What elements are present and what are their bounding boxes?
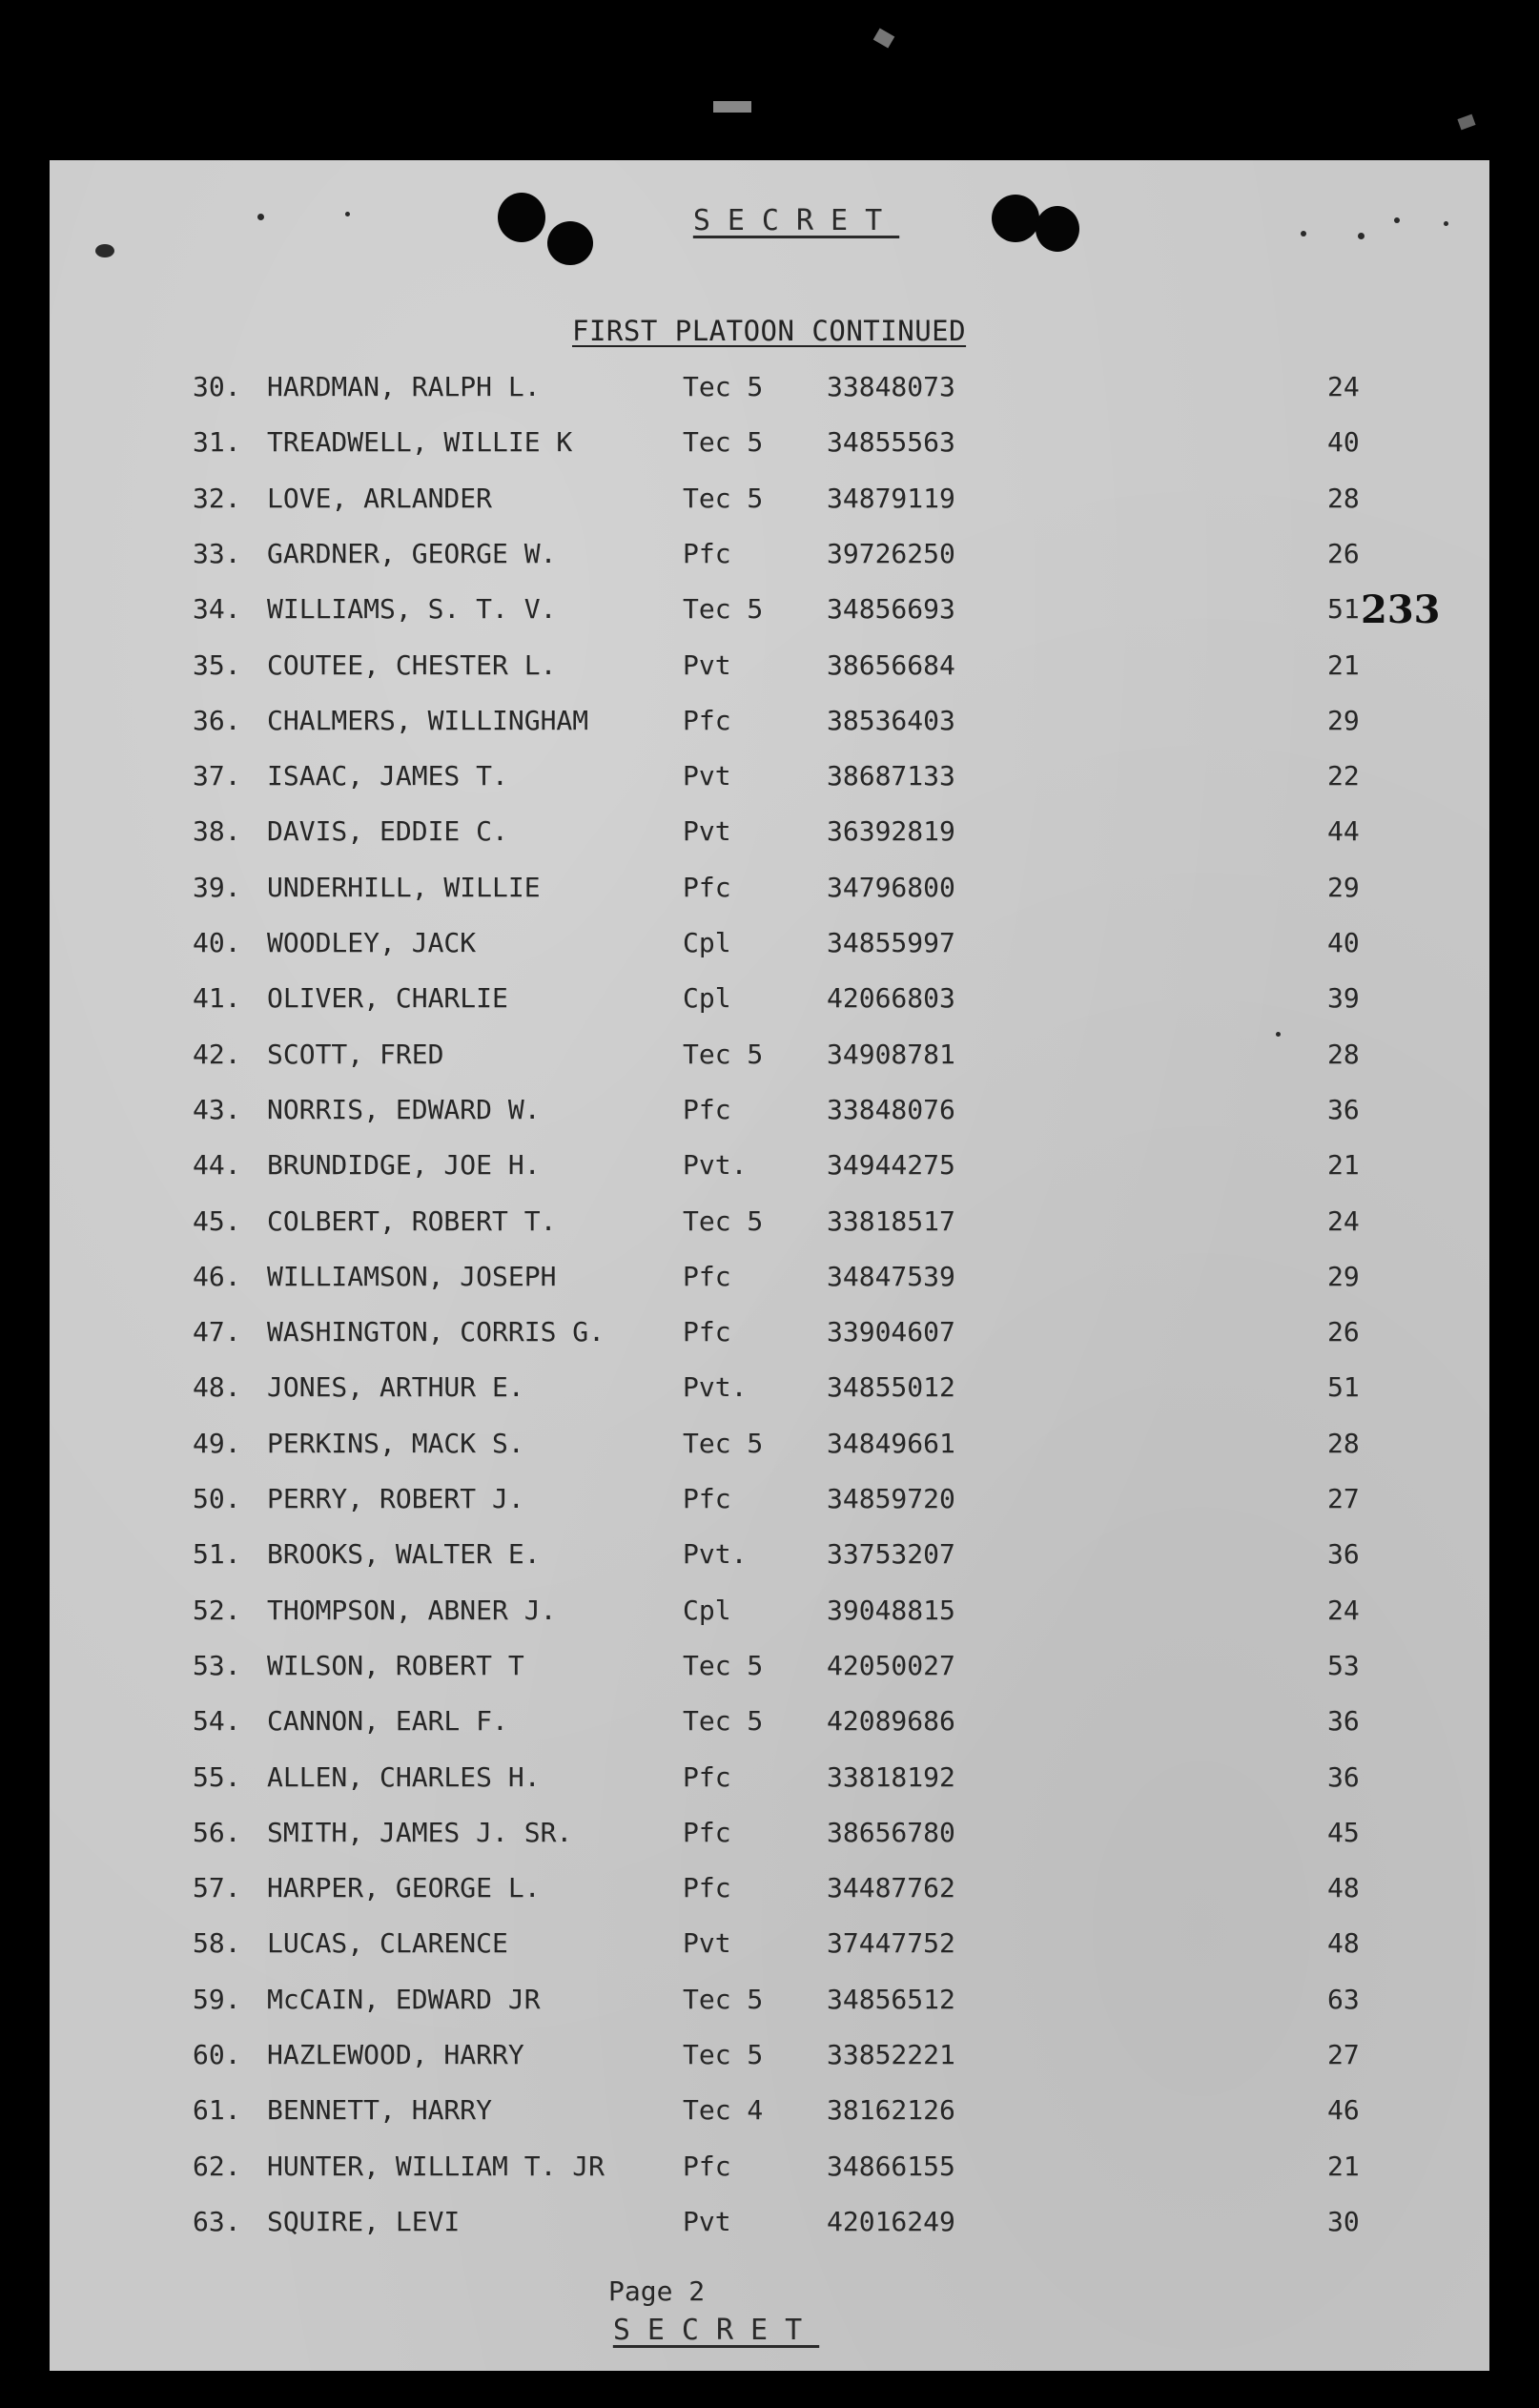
- roster-serial-number: 33818192: [827, 1760, 955, 1793]
- roster-name: OLIVER, CHARLIE: [267, 982, 508, 1015]
- roster-row: [50, 865, 1489, 911]
- roster-number: 59.: [193, 1983, 241, 2015]
- roster-rank: Pfc: [683, 1316, 731, 1348]
- roster-age: 48: [1327, 1872, 1360, 1904]
- roster-name: HAZLEWOOD, HARRY: [267, 2039, 524, 2070]
- roster-name: GARDNER, GEORGE W.: [267, 537, 557, 569]
- roster-name: ISAAC, JAMES T.: [267, 760, 508, 792]
- roster-number: 32.: [193, 482, 241, 514]
- roster-rank: Pfc: [683, 1760, 731, 1793]
- roster-number: 44.: [193, 1149, 241, 1182]
- roster-row: [50, 1421, 1489, 1467]
- roster-name: WILSON, ROBERT T: [267, 1649, 524, 1681]
- roster-rank: Pfc: [683, 2150, 731, 2182]
- roster-number: 52.: [193, 1594, 241, 1626]
- roster-row: [50, 809, 1489, 854]
- roster-age: 27: [1327, 1483, 1360, 1514]
- roster-row: [50, 476, 1489, 522]
- roster-rank: Pvt: [683, 1927, 731, 1960]
- tape-mark: [1457, 114, 1475, 131]
- roster-serial-number: 34855997: [827, 927, 955, 958]
- roster-age: 29: [1327, 1260, 1360, 1292]
- roster-age: 51: [1327, 1371, 1360, 1404]
- roster-name: WILLIAMSON, JOSEPH: [267, 1260, 557, 1292]
- roster-rank: Cpl: [683, 927, 731, 958]
- roster-rank: Tec 5: [683, 1705, 764, 1738]
- roster-serial-number: 38656780: [827, 1816, 955, 1848]
- roster-number: 43.: [193, 1093, 241, 1125]
- roster-rank: Pfc: [683, 1816, 731, 1848]
- stamped-page-number: 233: [1361, 587, 1441, 632]
- roster-row: [50, 1698, 1489, 1744]
- roster-row: [50, 1643, 1489, 1689]
- section-heading: FIRST PLATOON CONTINUED: [572, 315, 967, 347]
- roster-age: 24: [1327, 1204, 1360, 1237]
- roster-age: 36: [1327, 1538, 1360, 1571]
- roster-name: WILLIAMS, S. T. V.: [267, 593, 557, 626]
- roster-age: 30: [1327, 2205, 1360, 2237]
- roster-row: [50, 420, 1489, 465]
- roster-serial-number: 33818517: [827, 1204, 955, 1237]
- roster-serial-number: 38536403: [827, 704, 955, 736]
- roster-name: SMITH, JAMES J. SR.: [267, 1816, 573, 1848]
- roster-age: 36: [1327, 1093, 1360, 1125]
- roster-name: HARDMAN, RALPH L.: [267, 371, 541, 402]
- roster-name: HARPER, GEORGE L.: [267, 1872, 541, 1904]
- roster-number: 56.: [193, 1816, 241, 1848]
- roster-serial-number: 34856512: [827, 1983, 955, 2015]
- roster-name: WOODLEY, JACK: [267, 927, 477, 958]
- roster-number: 40.: [193, 927, 241, 958]
- roster-age: 21: [1327, 648, 1360, 681]
- roster-rank: Pvt: [683, 815, 731, 848]
- roster-row: [50, 1755, 1489, 1801]
- roster-row: [50, 1087, 1489, 1133]
- roster-serial-number: 34796800: [827, 871, 955, 903]
- roster-rank: Tec 5: [683, 371, 764, 402]
- roster-serial-number: 42050027: [827, 1649, 955, 1681]
- speck: [95, 244, 114, 257]
- roster-age: 48: [1327, 1927, 1360, 1960]
- roster-age: 44: [1327, 815, 1360, 848]
- roster-age: 26: [1327, 537, 1360, 569]
- roster-number: 50.: [193, 1483, 241, 1514]
- roster-serial-number: 33848073: [827, 371, 955, 402]
- document-page: [50, 160, 1489, 2371]
- roster-row: [50, 1309, 1489, 1355]
- roster-number: 41.: [193, 982, 241, 1015]
- roster-age: 27: [1327, 2039, 1360, 2070]
- roster-rank: Pvt.: [683, 1538, 748, 1571]
- roster-rank: Tec 5: [683, 2039, 764, 2070]
- roster-serial-number: 34908781: [827, 1038, 955, 1070]
- roster-name: McCAIN, EDWARD JR: [267, 1983, 541, 2015]
- roster-serial-number: 39726250: [827, 537, 955, 569]
- roster-rank: Tec 5: [683, 1983, 764, 2015]
- classification-top: SECRET: [692, 204, 900, 237]
- roster-row: [50, 2199, 1489, 2245]
- roster-name: BENNETT, HARRY: [267, 2094, 493, 2127]
- roster-rank: Tec 5: [683, 593, 764, 626]
- roster-age: 36: [1327, 1760, 1360, 1793]
- roster-age: 24: [1327, 371, 1360, 402]
- roster-name: BRUNDIDGE, JOE H.: [267, 1149, 541, 1182]
- roster-row: [50, 1810, 1489, 1856]
- roster-row: [50, 1977, 1489, 2023]
- roster-row: [50, 1365, 1489, 1410]
- roster-rank: Pfc: [683, 871, 731, 903]
- roster-serial-number: 34859720: [827, 1483, 955, 1514]
- roster-serial-number: 42066803: [827, 982, 955, 1015]
- roster-row: [50, 1199, 1489, 1245]
- roster-rank: Tec 5: [683, 1204, 764, 1237]
- roster-age: 21: [1327, 2150, 1360, 2182]
- roster-row: [50, 1588, 1489, 1634]
- roster-rank: Tec 5: [683, 426, 764, 459]
- roster-row: [50, 1254, 1489, 1300]
- roster-row: [50, 531, 1489, 577]
- roster-number: 63.: [193, 2205, 241, 2237]
- roster-number: 47.: [193, 1316, 241, 1348]
- roster-serial-number: 39048815: [827, 1594, 955, 1626]
- roster-age: 29: [1327, 871, 1360, 903]
- roster-rank: Cpl: [683, 982, 731, 1015]
- roster-name: WASHINGTON, CORRIS G.: [267, 1316, 605, 1348]
- roster-row: [50, 1476, 1489, 1522]
- roster-rank: Pvt.: [683, 1149, 748, 1182]
- roster-row: [50, 753, 1489, 799]
- roster-name: THOMPSON, ABNER J.: [267, 1594, 557, 1626]
- tape-mark: [873, 28, 895, 48]
- roster-age: 39: [1327, 982, 1360, 1015]
- roster-age: 21: [1327, 1149, 1360, 1182]
- roster-name: HUNTER, WILLIAM T. JR: [267, 2150, 605, 2182]
- roster-rank: Pfc: [683, 537, 731, 569]
- roster-age: 26: [1327, 1316, 1360, 1348]
- roster-row: [50, 1032, 1489, 1078]
- roster-number: 30.: [193, 371, 241, 402]
- roster-rank: Tec 5: [683, 1038, 764, 1070]
- roster-rank: Pfc: [683, 704, 731, 736]
- roster-number: 54.: [193, 1705, 241, 1738]
- roster-row: [50, 1142, 1489, 1188]
- roster-row: [50, 2032, 1489, 2078]
- classification-bottom: SECRET: [612, 2314, 820, 2347]
- roster-name: TREADWELL, WILLIE K: [267, 426, 573, 459]
- roster-row: [50, 976, 1489, 1021]
- roster-age: 22: [1327, 760, 1360, 792]
- roster-name: CANNON, EARL F.: [267, 1705, 508, 1738]
- roster-serial-number: 34879119: [827, 482, 955, 514]
- roster-number: 37.: [193, 760, 241, 792]
- roster-serial-number: 38687133: [827, 760, 955, 792]
- roster-name: NORRIS, EDWARD W.: [267, 1093, 541, 1125]
- roster-name: SQUIRE, LEVI: [267, 2205, 461, 2237]
- roster-row: [50, 587, 1489, 632]
- roster-number: 53.: [193, 1649, 241, 1681]
- roster-number: 35.: [193, 648, 241, 681]
- roster-serial-number: 36392819: [827, 815, 955, 848]
- roster-serial-number: 42016249: [827, 2205, 955, 2237]
- roster-name: SCOTT, FRED: [267, 1038, 444, 1070]
- roster-name: COUTEE, CHESTER L.: [267, 648, 557, 681]
- roster-serial-number: 34856693: [827, 593, 955, 626]
- roster-rank: Pfc: [683, 1260, 731, 1292]
- roster-serial-number: 38656684: [827, 648, 955, 681]
- roster-number: 33.: [193, 537, 241, 569]
- roster-name: ALLEN, CHARLES H.: [267, 1760, 541, 1793]
- roster-rank: Cpl: [683, 1594, 731, 1626]
- roster-rank: Pvt: [683, 2205, 731, 2237]
- roster-serial-number: 34944275: [827, 1149, 955, 1182]
- roster-number: 38.: [193, 815, 241, 848]
- roster-name: CHALMERS, WILLINGHAM: [267, 704, 589, 736]
- roster-serial-number: 37447752: [827, 1927, 955, 1960]
- roster-age: 36: [1327, 1705, 1360, 1738]
- roster-name: PERKINS, MACK S.: [267, 1427, 524, 1459]
- roster-number: 49.: [193, 1427, 241, 1459]
- roster-row: [50, 364, 1489, 410]
- roster-age: 29: [1327, 704, 1360, 736]
- roster-number: 62.: [193, 2150, 241, 2182]
- roster-serial-number: 34866155: [827, 2150, 955, 2182]
- roster-number: 51.: [193, 1538, 241, 1571]
- roster-number: 58.: [193, 1927, 241, 1960]
- roster-rank: Tec 5: [683, 1427, 764, 1459]
- roster-serial-number: 34849661: [827, 1427, 955, 1459]
- roster-row: [50, 2088, 1489, 2133]
- roster-serial-number: 33852221: [827, 2039, 955, 2070]
- roster-row: [50, 1532, 1489, 1577]
- tape-mark: [713, 101, 751, 113]
- roster-number: 31.: [193, 426, 241, 459]
- roster-row: [50, 2144, 1489, 2190]
- roster-age: 53: [1327, 1649, 1360, 1681]
- roster-row: [50, 1865, 1489, 1911]
- roster-number: 42.: [193, 1038, 241, 1070]
- roster-rank: Pvt.: [683, 1371, 748, 1404]
- roster-age: 40: [1327, 927, 1360, 958]
- roster-rank: Tec 5: [683, 1649, 764, 1681]
- roster-age: 46: [1327, 2094, 1360, 2127]
- roster-row: [50, 643, 1489, 689]
- roster-rank: Tec 5: [683, 482, 764, 514]
- roster-number: 57.: [193, 1872, 241, 1904]
- roster-rank: Pfc: [683, 1093, 731, 1125]
- roster-serial-number: 34855012: [827, 1371, 955, 1404]
- roster-age: 28: [1327, 1427, 1360, 1459]
- roster-number: 34.: [193, 593, 241, 626]
- roster-name: PERRY, ROBERT J.: [267, 1483, 524, 1514]
- roster-serial-number: 33904607: [827, 1316, 955, 1348]
- roster-row: [50, 1921, 1489, 1966]
- roster-number: 45.: [193, 1204, 241, 1237]
- roster-rank: Pvt: [683, 648, 731, 681]
- roster-name: JONES, ARTHUR E.: [267, 1371, 524, 1404]
- roster-name: BROOKS, WALTER E.: [267, 1538, 541, 1571]
- roster-number: 36.: [193, 704, 241, 736]
- roster-name: COLBERT, ROBERT T.: [267, 1204, 557, 1237]
- roster-age: 28: [1327, 482, 1360, 514]
- roster-number: 60.: [193, 2039, 241, 2070]
- roster-age: 63: [1327, 1983, 1360, 2015]
- roster-serial-number: 34855563: [827, 426, 955, 459]
- roster-number: 55.: [193, 1760, 241, 1793]
- roster-rank: Pfc: [683, 1872, 731, 1904]
- roster-name: LUCAS, CLARENCE: [267, 1927, 508, 1960]
- roster-serial-number: 34847539: [827, 1260, 955, 1292]
- roster-serial-number: 42089686: [827, 1705, 955, 1738]
- roster-number: 61.: [193, 2094, 241, 2127]
- roster-age: 45: [1327, 1816, 1360, 1848]
- roster-number: 48.: [193, 1371, 241, 1404]
- roster-name: LOVE, ARLANDER: [267, 482, 493, 514]
- roster-serial-number: 33753207: [827, 1538, 955, 1571]
- page-label: Page 2: [608, 2275, 706, 2307]
- roster-rank: Pvt: [683, 760, 731, 792]
- roster-serial-number: 38162126: [827, 2094, 955, 2127]
- roster-rank: Pfc: [683, 1483, 731, 1514]
- roster-age: 28: [1327, 1038, 1360, 1070]
- roster-age: 24: [1327, 1594, 1360, 1626]
- roster-name: DAVIS, EDDIE C.: [267, 815, 508, 848]
- roster-serial-number: 34487762: [827, 1872, 955, 1904]
- roster-number: 46.: [193, 1260, 241, 1292]
- roster-number: 39.: [193, 871, 241, 903]
- roster-row: [50, 698, 1489, 744]
- roster-rank: Tec 4: [683, 2094, 764, 2127]
- roster-age: 40: [1327, 426, 1360, 459]
- roster-age: 51: [1327, 593, 1360, 626]
- roster-serial-number: 33848076: [827, 1093, 955, 1125]
- roster-name: UNDERHILL, WILLIE: [267, 871, 541, 903]
- roster-row: [50, 920, 1489, 966]
